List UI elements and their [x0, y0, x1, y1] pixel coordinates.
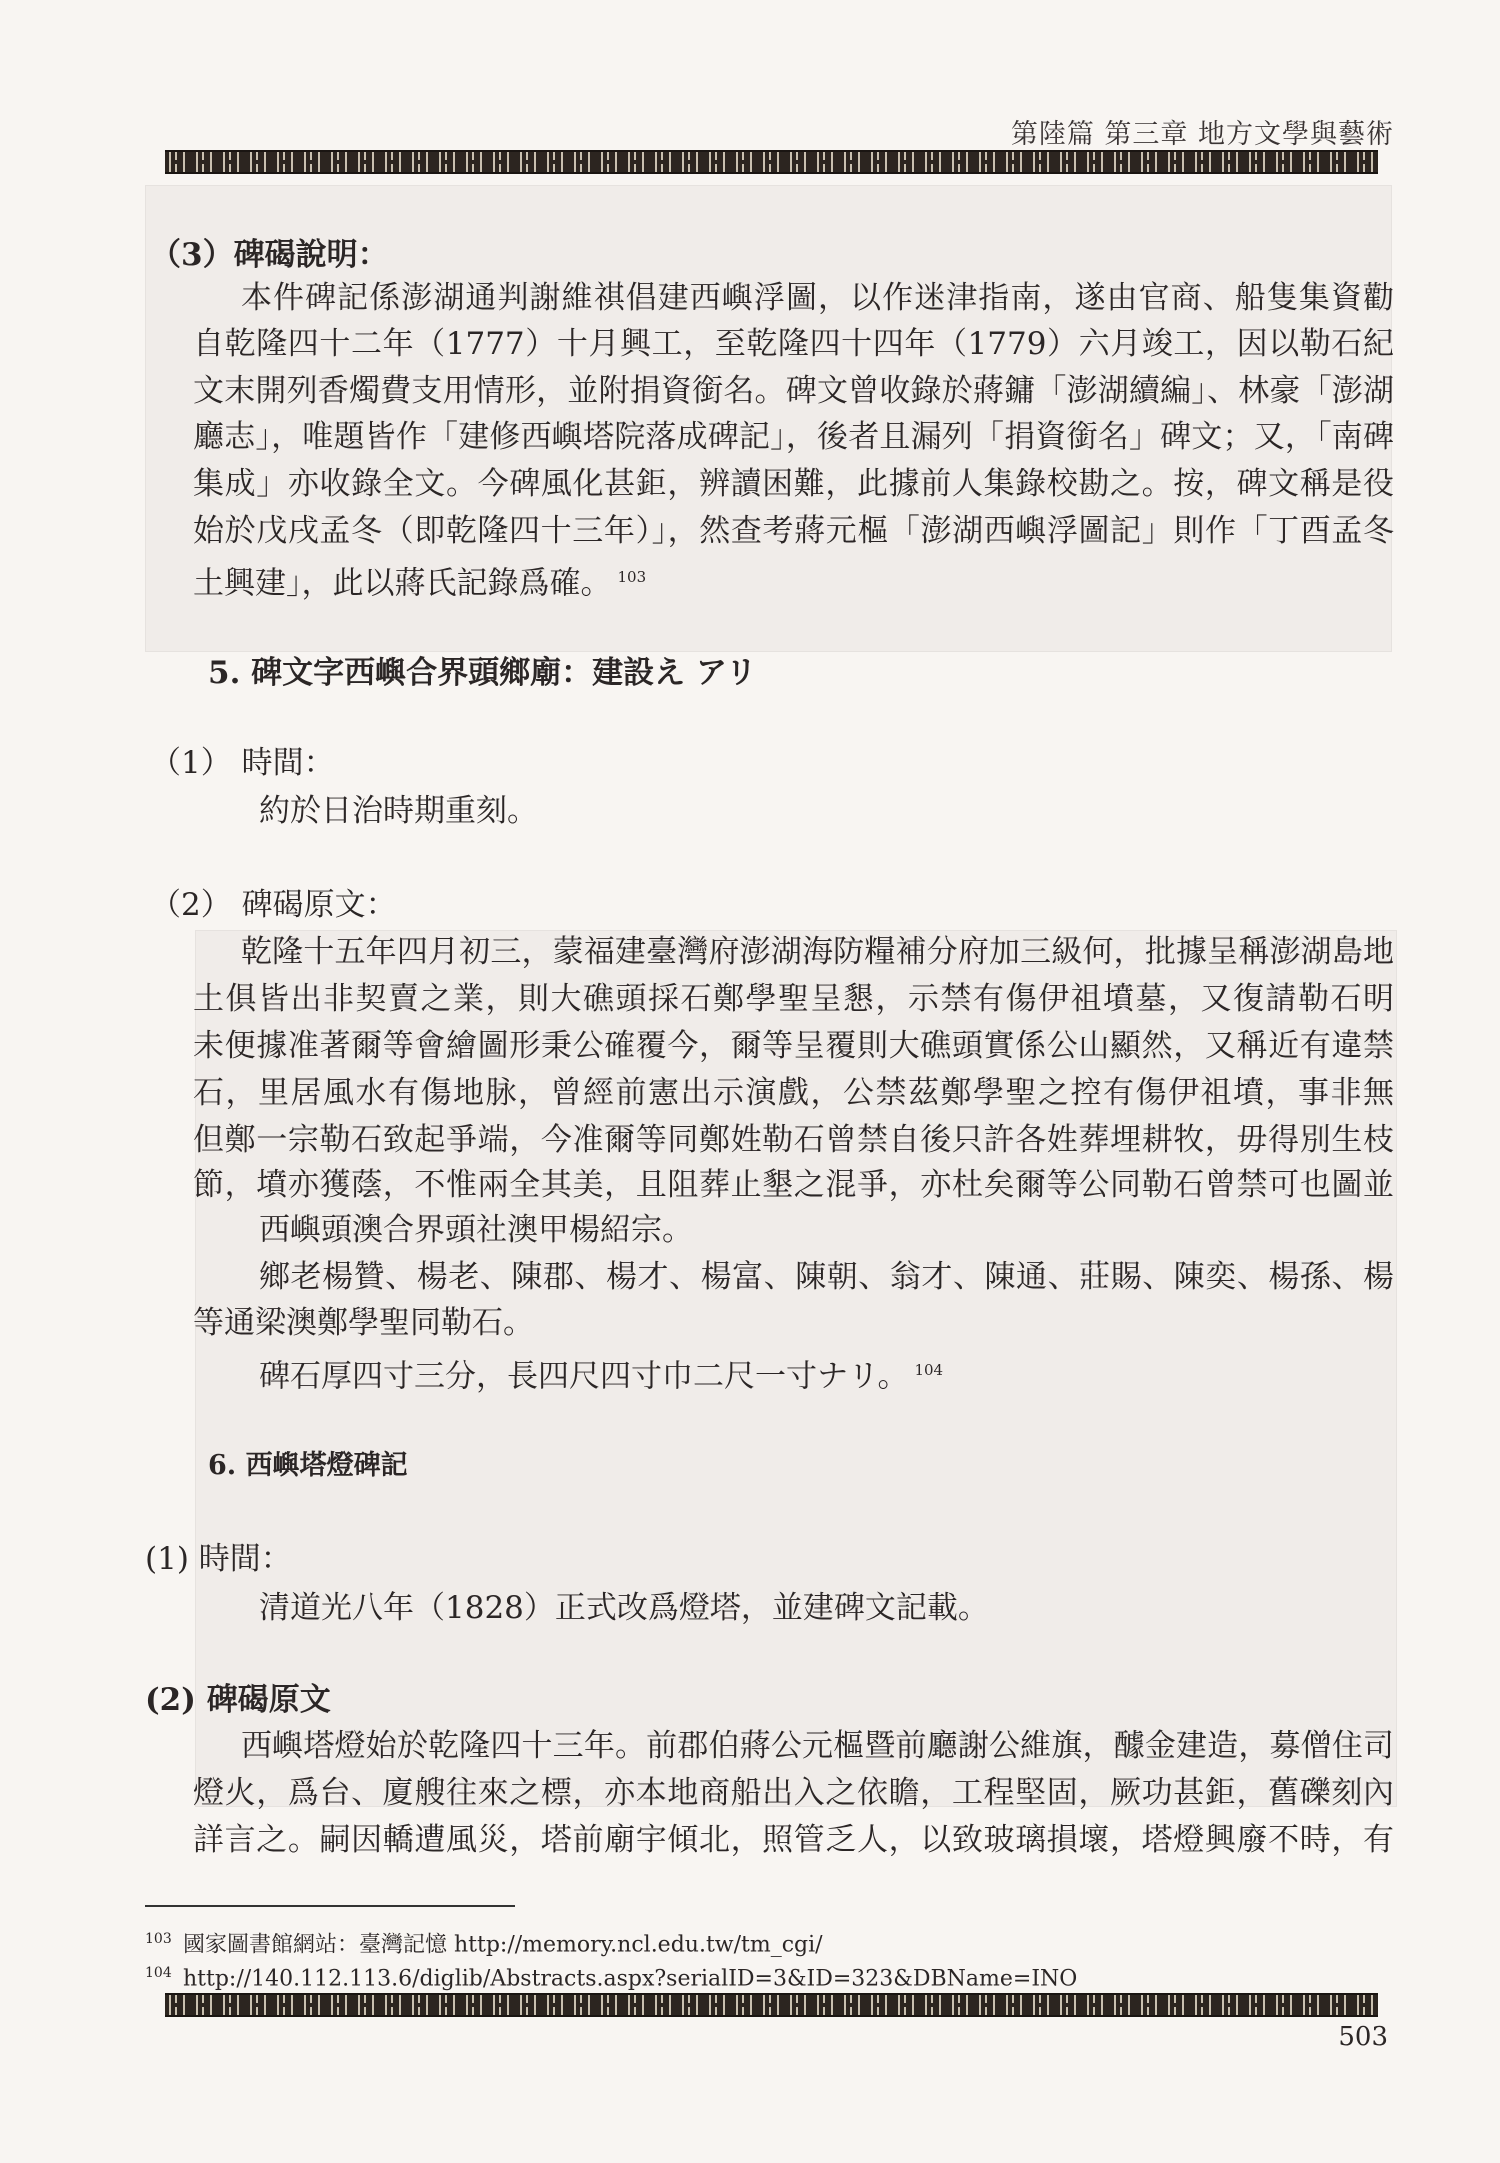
footnote	[145, 1924, 823, 1960]
footnote-divider	[145, 1905, 515, 1907]
paragraph-line: 鄉老楊贊、楊老、陳郡、楊才、楊富、陳朝、翁才、陳通、莊賜、陳奕、楊孫、楊	[259, 1259, 1394, 1295]
paragraph-line: 始於戊戌孟冬（即乾隆四十三年）」，然查考蔣元樞「澎湖西嶼浮圖記」則作「丁酉孟冬	[193, 513, 1394, 549]
subheading: （1） 時間：	[150, 745, 335, 781]
item-heading: 5. 碑文字西嶼合界頭鄉廟：建設え アリ	[208, 655, 757, 691]
paragraph-line: 集成」亦收錄全文。今碑風化甚鉅，辨讀困難，此據前人集錄校勘之。按，碑文稱是役	[193, 466, 1394, 502]
subheading: (1) 時間：	[145, 1541, 292, 1577]
paragraph-line: 約於日治時期重刻。	[259, 793, 538, 829]
line-text: 土興建」，此以蔣氏記錄爲確。	[193, 565, 612, 602]
footnote-text: 國家圖書館網站：臺灣記憶 http://memory.ncl.edu.tw/tm_cgi/	[183, 1932, 823, 1958]
paragraph-line: 自乾隆四十二年（1777）十月興工，至乾隆四十四年（1779）六月竣工，因以勒石紀	[193, 326, 1394, 362]
paragraph-line: 詳言之。嗣因轎遭風災，塔前廟宇傾北，照管乏人，以致玻璃損壞，塔燈興廢不時，有	[193, 1822, 1394, 1858]
section-heading: （3）碑碣說明：	[150, 237, 389, 273]
paragraph-line	[259, 1348, 944, 1395]
paragraph-line: 西嶼頭澳合界頭社澳甲楊紹宗。	[259, 1212, 693, 1248]
paragraph-line: 清道光八年（1828）正式改爲燈塔，並建碑文記載。	[259, 1590, 989, 1626]
subheading: (2) 碑碣原文	[145, 1682, 331, 1718]
footnote-text: http://140.112.113.6/diglib/Abstracts.aspx?serialID=3&ID=323&DBName=INO	[183, 1966, 1078, 1992]
running-header: 第陸篇 第三章 地方文學與藝術	[1010, 119, 1394, 150]
footnote-number: 103	[145, 1931, 172, 1947]
subheading: （2） 碑碣原文：	[150, 887, 397, 923]
item-heading: 6. 西嶼塔燈碑記	[208, 1450, 408, 1481]
footnote-ref: 104	[914, 1361, 944, 1379]
line-text: 碑石厚四寸三分，長四尺四寸巾二尺一寸ナリ。	[259, 1358, 909, 1395]
paragraph-line: 本件碑記係澎湖通判謝維祺倡建西嶼浮圖，以作迷津指南，遂由官商、船隻集資勸	[241, 280, 1394, 316]
footnote-ref: 103	[617, 568, 647, 586]
paragraph-line: 乾隆十五年四月初三，蒙福建臺灣府澎湖海防糧補分府加三級何，批據呈稱澎湖島地	[241, 934, 1394, 970]
paragraph-line: 文末開列香燭費支用情形，並附捐資銜名。碑文曾收錄於蔣鏞「澎湖續編」、林豪「澎湖	[193, 373, 1394, 409]
paragraph-line: 等通梁澳鄭學聖同勒石。	[193, 1305, 534, 1341]
paragraph-line: 未便據准著爾等會繪圖形秉公確覆今，爾等呈覆則大礁頭實係公山顯然，又稱近有違禁	[193, 1028, 1394, 1064]
paragraph-line: 節，墳亦獲蔭，不惟兩全其美，且阻葬止墾之混爭，亦杜矣爾等公同勒石曾禁可也圖並	[193, 1167, 1394, 1203]
footnote	[145, 1958, 1077, 1994]
top-decorative-border	[165, 150, 1378, 174]
page-number: 503	[1338, 2022, 1388, 2052]
paragraph-line: 燈火，爲台、廈艘往來之標，亦本地商船出入之依瞻，工程堅固，厥功甚鉅，舊礫刻內	[193, 1775, 1394, 1811]
bottom-decorative-border	[165, 1993, 1378, 2017]
footnote-number: 104	[145, 1965, 172, 1981]
paragraph-line	[193, 555, 1394, 602]
paragraph-line: 廳志」，唯題皆作「建修西嶼塔院落成碑記」，後者且漏列「捐資銜名」碑文；又，「南碑	[193, 419, 1394, 455]
paragraph-line: 但鄭一宗勒石致起爭端，今准爾等同鄭姓勒石曾禁自後只許各姓葬埋耕牧，毋得別生枝	[193, 1122, 1394, 1158]
paragraph-line: 土俱皆出非契賣之業，則大礁頭採石鄭學聖呈懇，示禁有傷伊祖墳墓，又復請勒石明	[193, 981, 1394, 1017]
paragraph-line: 石，里居風水有傷地脉，曾經前憲出示演戲，公禁茲鄭學聖之控有傷伊祖墳，事非無	[193, 1075, 1394, 1111]
paragraph-line: 西嶼塔燈始於乾隆四十三年。前郡伯蔣公元樞暨前廳謝公維旗，醵金建造，募僧住司	[241, 1728, 1394, 1764]
